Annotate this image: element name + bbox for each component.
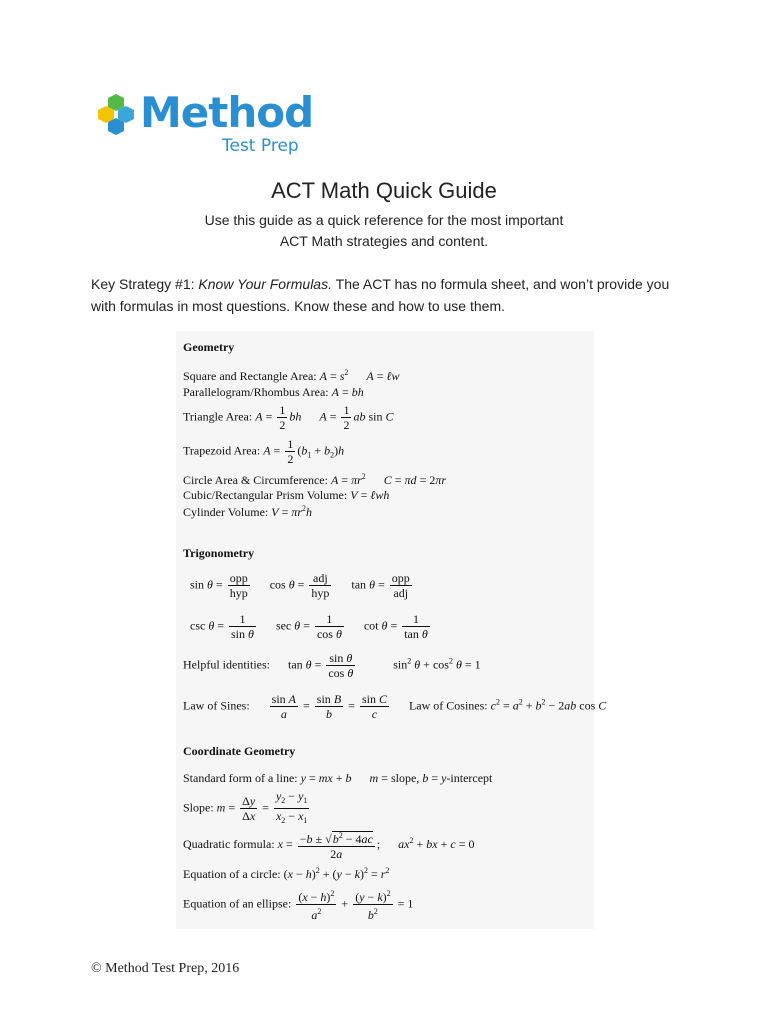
parallelogram-area-formula: Parallelogram/Rhombus Area: A = bh	[183, 385, 364, 399]
intro-line-1: Use this guide as a quick reference for the most important	[204, 212, 564, 228]
circle-area-formula: Circle Area & Circumference: $A = \pi r^2$ C = πd = 2πr	[183, 472, 447, 487]
cylinder-volume-formula: Cylinder Volume: $V = \pi r^2h$	[183, 504, 313, 519]
trig-ratios-row-2: csc θ = $\frac{1}{\text{sin θ}}$ sec θ = $\frac{1}{\text{cos θ}}$ cot θ = $\frac{1}{\text{tan θ}}$	[190, 612, 428, 641]
law-of-sines-cosines: Law of Sines: $\frac{\text{sin A}}{a}$ = $\frac{\text{sin B}}{b}$ = $\frac{\text{sin C}}{c}$ Law of Cosines: $c^2 = a^2 + b^2 - 2ab$ cos C	[183, 692, 607, 721]
helpful-identities: Helpful identities: tan θ = $\frac{\text{sin θ}}{\text{cos θ}}$ $\sin^2 \theta + \cos^2 \theta = 1$	[183, 651, 481, 680]
line-standard-form: Standard form of a line: y = mx + b m = slope, b = y-intercept	[183, 771, 493, 785]
triangle-area-formula: Triangle Area: A = $\frac{1}{2}$ bh A = $\frac{1}{2}$ ab sin C	[183, 403, 394, 432]
logo-brand: Method	[140, 88, 314, 137]
key-strategy	[91, 273, 691, 317]
trig-ratios-row-1: sin θ = $\frac{\text{opp}}{\text{hyp}}$ cos θ = $\frac{\text{adj}}{\text{hyp}}$ tan θ = $\frac{\text{opp}}{\text{adj}}$	[190, 571, 410, 600]
trapezoid-area-formula: Trapezoid Area: A = $\frac{1}{2}$ $(b_1 + b_2)h$	[183, 437, 345, 466]
square-area-formula: Square and Rectangle Area: $A = s^2$ A = ℓw	[183, 368, 400, 383]
formula-sheet	[176, 331, 607, 929]
coordinate-geometry-heading: Coordinate Geometry	[183, 744, 296, 758]
ellipse-equation: Equation of an ellipse: $\frac{(x - h)^2}{a^2}$ + $\frac{(y - k)^2}{b^2}$ = 1	[183, 889, 414, 922]
strategy-text: The ACT has no formula sheet, and won’t provide you with formulas in most questions. Know these and how to use them.	[91, 276, 670, 314]
quadratic-formula: Quadratic formula: x = $\frac{-b \pm √b^2 - 4ac}{2a}$ ; $ax^2$ + bx + c = 0	[183, 831, 475, 861]
slope-formula: Slope: m = $\frac{\Delta y}{\Delta x}$ = $\frac{y_2 - y_1}{x_2 - x_1}$	[183, 789, 308, 825]
trigonometry-heading: Trigonometry	[183, 546, 255, 560]
geometry-heading: Geometry	[183, 340, 235, 354]
hexagon-logo-icon	[96, 94, 142, 144]
page-title: ACT Math Quick Guide	[271, 178, 497, 203]
prism-volume-formula: Cubic/Rectangular Prism Volume: V = ℓwh	[183, 488, 390, 502]
intro-line-2: ACT Math strategies and content.	[279, 233, 489, 249]
logo	[96, 88, 316, 162]
strategy-lead: Key Strategy #1:	[91, 276, 199, 292]
copyright-footer: © Method Test Prep, 2016	[91, 961, 240, 976]
strategy-emphasis: Know Your Formulas.	[198, 276, 332, 292]
intro	[0, 210, 768, 252]
logo-subtitle: Test Prep	[222, 136, 299, 156]
circle-equation: Equation of a circle: $(x - h)^2 + (y - k)^2 = r^2$	[183, 866, 390, 881]
